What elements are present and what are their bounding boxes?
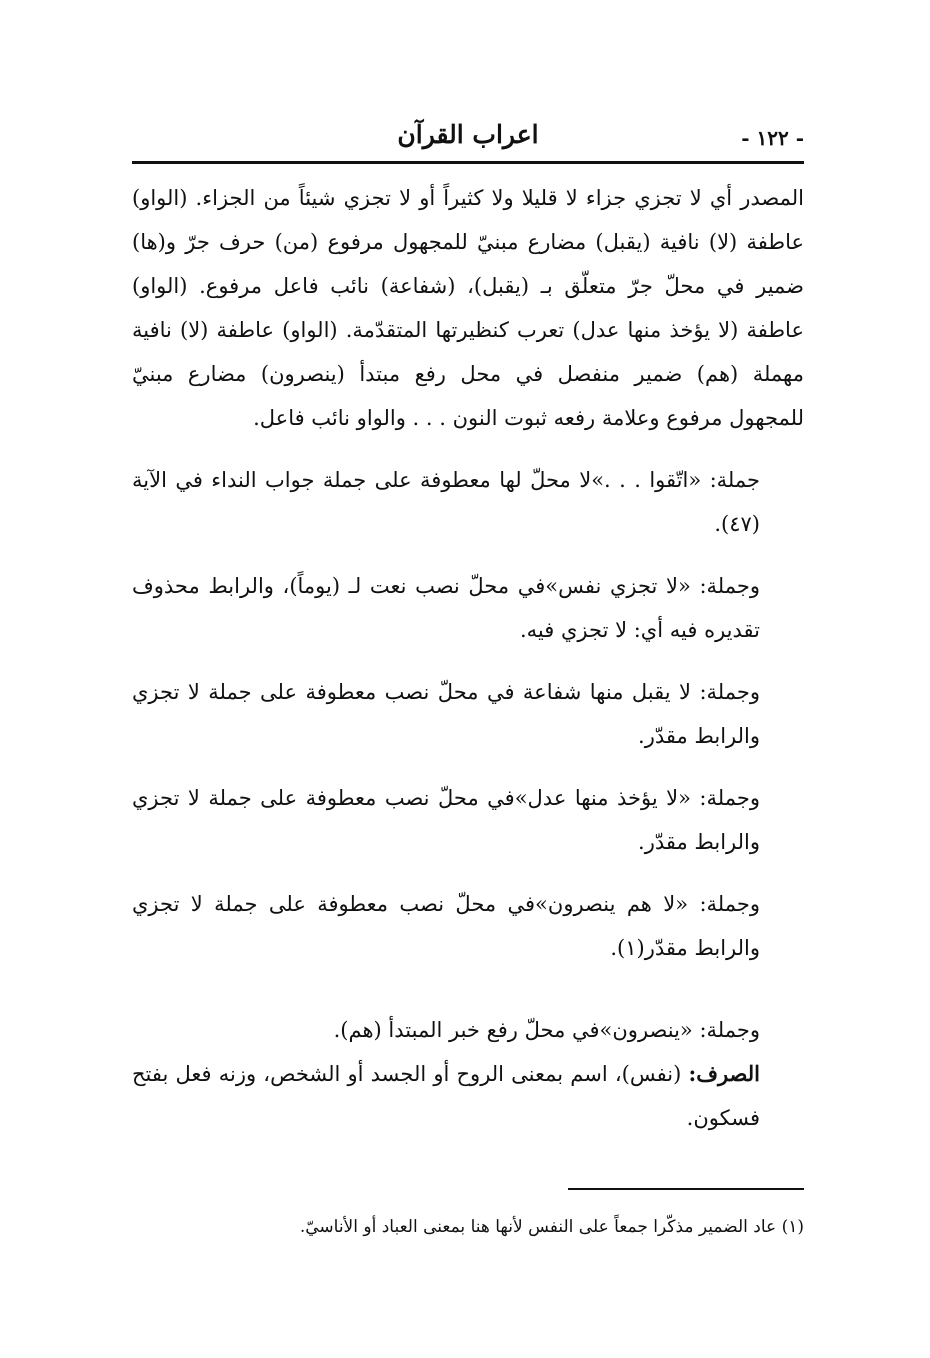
sarf-label: الصرف: — [688, 1061, 760, 1086]
paragraph-sentence-la-yukhadh: وجملة: «لا يؤخذ منها عدل»في محلّ نصب معطوفة على جملة لا تجزي والرابط مقدّر. — [132, 786, 760, 854]
page-header — [132, 118, 804, 160]
book-title: اعراب القرآن — [397, 120, 539, 149]
header-divider — [132, 161, 804, 164]
footnote-divider — [568, 1188, 804, 1190]
paragraph-sentence-la-hum: وجملة: «لا هم ينصرون»في محلّ نصب معطوفة على جملة لا تجزي والرابط مقدّر(١). — [132, 892, 760, 960]
main-text — [132, 176, 804, 1140]
paragraph-sentence-la-tajzi: وجملة: «لا تجزي نفس»في محلّ نصب نعت لـ (يوماً)، والرابط محذوف تقديره فيه أي: لا تجزي فيه. — [132, 574, 760, 642]
paragraph-sentence-ittaqu: جملة: «اتّقوا . . .»لا محلّ لها معطوفة على جملة جواب النداء في الآية (٤٧). — [132, 468, 760, 536]
paragraph-sentence-yunsarun: وجملة: «ينصرون»في محلّ رفع خبر المبتدأ (هم). — [333, 1018, 760, 1042]
sarf-text: (نفس)، اسم بمعنى الروح أو الجسد أو الشخص، وزنه فعل بفتح فسكون. — [132, 1062, 760, 1130]
footnote: (١) عاد الضمير مذكّرا جمعاً على النفس لأنها هنا بمعنى العباد أو الأناسيّ. — [299, 1217, 804, 1237]
paragraph-grammar-analysis: المصدر أي لا تجزي جزاء لا قليلا ولا كثيراً أو لا تجزي شيئاً من الجزاء. (الواو) عاطفة (لا) نافية (يقبل) مضارع مبنيّ للمجهول مرفوع (من) حرف جرّ و(ها) ضمير في محلّ جرّ متعلّق بـ (يقبل)، (شفاعة) نائب فاعل مرفوع. (الواو) عاطفة (لا يؤخذ منها عدل) تعرب كنظيرتها المتقدّمة. (الواو) عاطفة (لا) نافية مهملة (هم) ضمير منفصل في محل رفع مبتدأ (ينصرون) مضارع مبنيّ للمجهول مرفوع وعلامة رفعه ثبوت النون . . . والواو نائب فاعل. — [132, 186, 804, 430]
paragraph-sarf — [132, 1052, 804, 1140]
paragraph-sentence-la-yuqbal: وجملة: لا يقبل منها شفاعة في محلّ نصب معطوفة على جملة لا تجزي والرابط مقدّر. — [132, 680, 760, 748]
page-number: - ١٢٢ - — [741, 126, 804, 150]
